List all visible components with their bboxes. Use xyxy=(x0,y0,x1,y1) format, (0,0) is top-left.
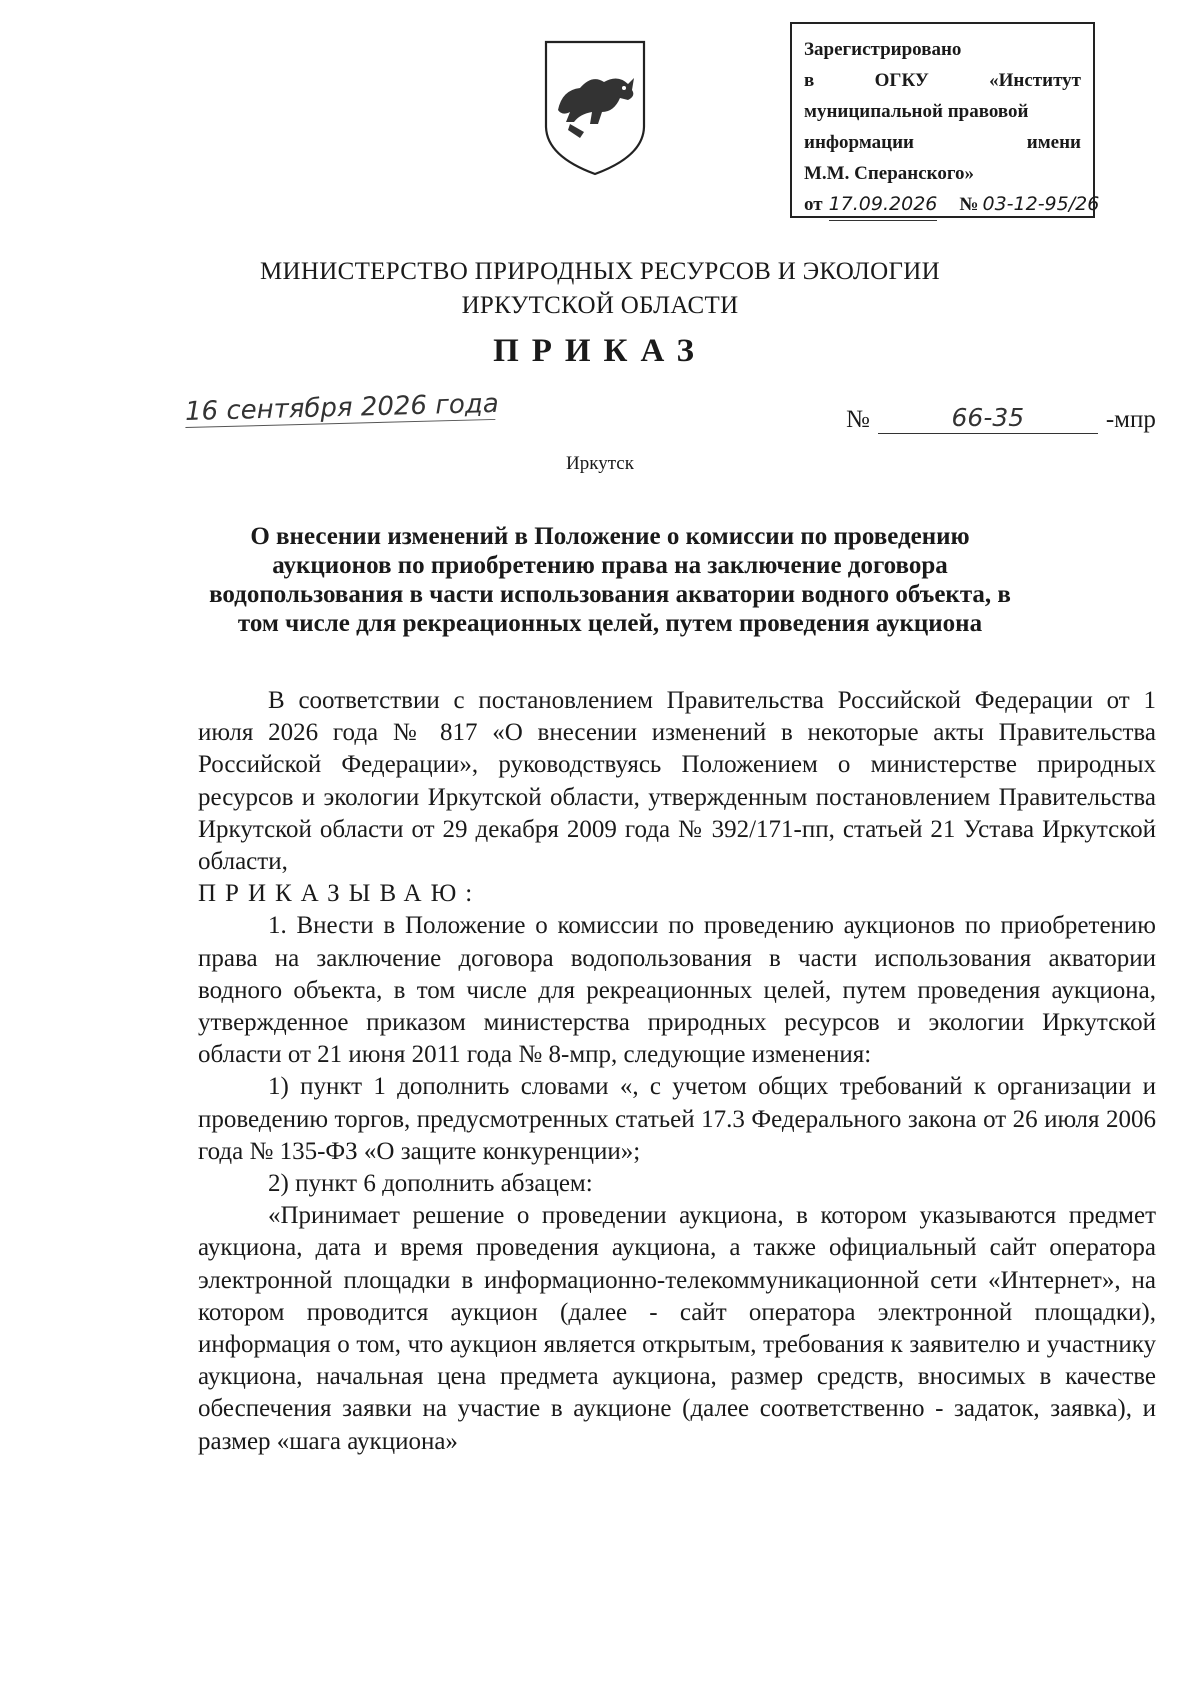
order-number-block xyxy=(846,400,1156,434)
stamp-registration-number: 03-12-95/26 xyxy=(982,193,1100,215)
irkutsk-coat-of-arms-icon xyxy=(540,38,650,178)
stamp-line xyxy=(804,127,1081,158)
order-date-handwritten: 16 сентября 2026 года xyxy=(184,388,500,428)
city-name: Иркутск xyxy=(566,453,634,474)
body-paragraph: В соответствии с постановлением Правительства Российской Федерации от 1 июля 2026 года № 817 «О внесении изменений в некоторые акты Правительства Российской Федерации», руководствуясь Положением о министерстве природных ресурсов и экологии Иркутской области, утвержденным постановлением Правительства Иркутской области от 29 декабря 2009 года № 392/171-пп, статьей 21 Устава Иркутской области, xyxy=(198,687,1156,876)
stamp-registration-line xyxy=(804,189,1100,221)
ministry-name-line: ИРКУТСКОЙ ОБЛАСТИ xyxy=(461,292,739,319)
order-number-suffix: -мпр xyxy=(1105,406,1156,433)
stamp-word: в xyxy=(804,70,815,91)
ministry-name xyxy=(0,255,1200,323)
stamp-line: Зарегистрировано xyxy=(804,39,962,60)
document-title: О внесении изменений в Положение о комиссии по проведению аукционов по приобретению права на заключение договора водопользования в части использования акватории водного объекта, в том числе для рекреационных целей, путем проведения аукциона xyxy=(209,523,1011,637)
body-paragraph: «Принимает решение о проведении аукциона, в котором указываются предмет аукциона, дата и время проведения аукциона, а также официальный сайт оператора электронной площадки в информационно-телекоммуникационной сети «Интернет», на котором проводится аукцион (далее - сайт оператора электронной площадки), информация о том, что аукцион является открытым, требования к заявителю и участнику аукциона, начальная цена предмета аукциона, размер средств, вносимых в качестве обеспечения заявки на участие в аукционе (далее соответственно - задаток, заявка), и размер «шага аукциона» xyxy=(198,1202,1156,1455)
stamp-line: М.М. Сперанского» xyxy=(804,163,975,184)
order-keyword: ПРИКАЗЫВАЮ: xyxy=(198,880,482,908)
number-sign: № xyxy=(846,406,870,433)
stamp-line xyxy=(804,65,1081,96)
body-paragraph: 1. Внести в Положение о комиссии по проведению аукционов по приобретению права на заключение договора водопользования в части использования акватории водного объекта, в том числе для рекреационных целей, путем проведения аукциона, утвержденное приказом министерства природных ресурсов и экологии Иркутской области от 21 июня 2011 года № 8-мпр, следующие изменения: xyxy=(198,912,1156,1069)
order-number-handwritten: 66-35 xyxy=(951,403,1025,432)
stamp-line: муниципальной правовой xyxy=(804,101,1029,122)
body-paragraph: 2) пункт 6 дополнить абзацем: xyxy=(268,1170,593,1198)
document-body xyxy=(198,685,1156,1458)
stamp-registration-date: 17.09.2026 xyxy=(829,189,938,221)
body-paragraph: 1) пункт 1 дополнить словами «, с учетом общих требований к организации и проведению торгов, предусмотренных статьей 17.3 Федерального закона от 26 июля 2006 года № 135-ФЗ «О защите конкуренции»; xyxy=(198,1073,1156,1165)
stamp-word: информации xyxy=(804,132,914,153)
document-type-title: ПРИКАЗ xyxy=(493,333,707,369)
registration-stamp xyxy=(790,22,1100,218)
ministry-name-line: МИНИСТЕРСТВО ПРИРОДНЫХ РЕСУРСОВ И ЭКОЛОГИИ xyxy=(260,258,940,285)
stamp-word: имени xyxy=(1026,132,1081,153)
stamp-from-label: от xyxy=(804,194,823,215)
stamp-word: ОГКУ xyxy=(874,70,929,91)
order-number-field xyxy=(878,403,1098,434)
stamp-number-label: № xyxy=(959,194,979,215)
stamp-word: «Институт xyxy=(989,70,1081,91)
